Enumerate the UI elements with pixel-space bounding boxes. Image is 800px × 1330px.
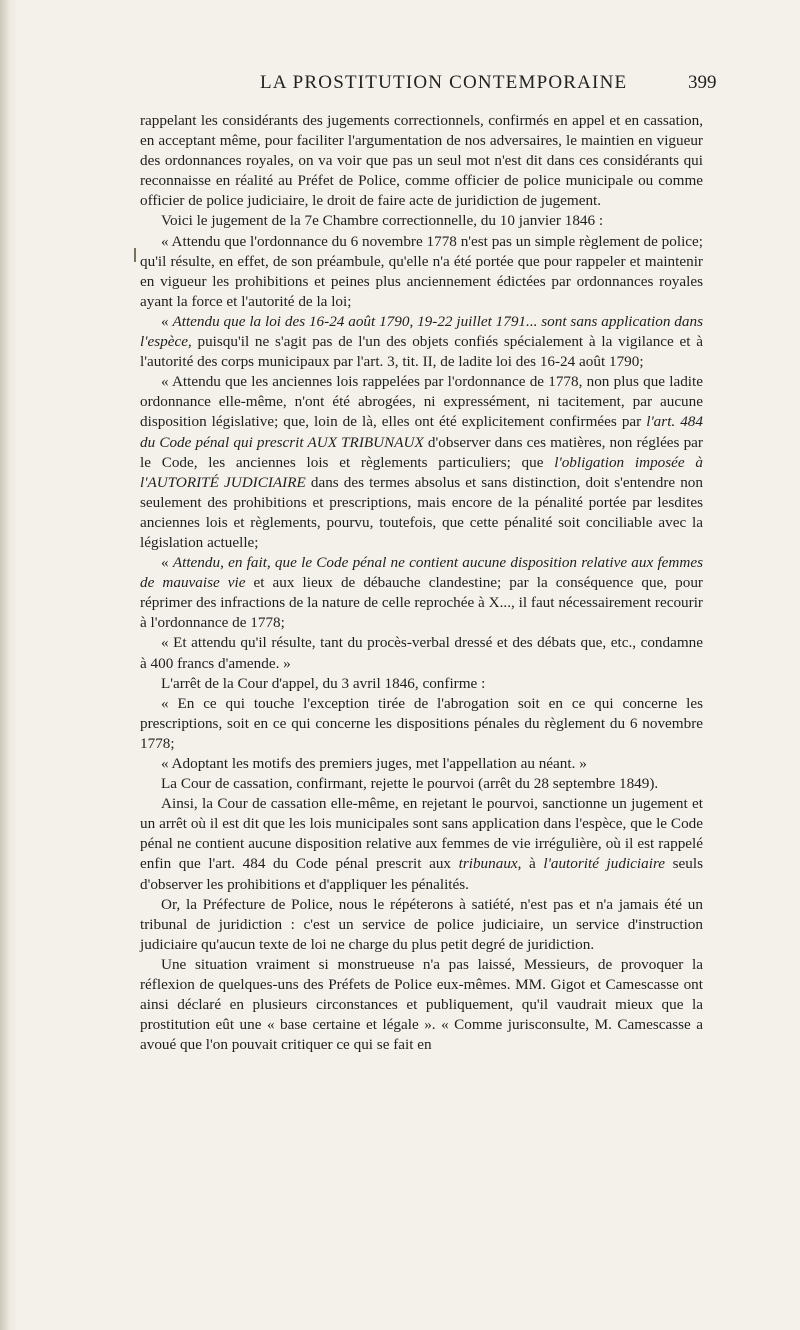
paragraph-6-quote: « [161,554,173,572]
paragraph-4-rest: puisqu'il ne s'agit pas de l'un des objets confiés spécialement à la vigilance et à l'autorité des corps municipaux par l'art. 3, tit. II, de ladite loi des 16-24 août 1790; [140,333,703,371]
paragraph-5-part-c: dans des termes absolus et sans distinction, doit s'entendre non seulement des prohibitions et prescriptions, mais encore de la pénalité portée par lesdites anciennes lois et règlements, pourvu, toutefois, que cette pénalité soit conciliable avec la législation actuelle; [140,473,703,551]
paragraph-12-part-c: seuls d'observer les prohibitions et d'appliquer les pénalités. [140,855,703,893]
body-text [140,111,703,1055]
paragraph-5 [140,372,703,553]
paragraph-9: « En ce qui touche l'exception tirée de l'abrogation soit en ce qui concerne les prescriptions, soit en ce qui concerne les dispositions pénales du règlement du 6 novembre 1778; [140,694,703,752]
paragraph-1: rappelant les considérants des jugements correctionnels, confirmés en appel et en cassation, en acceptant même, pour faciliter l'argumentation de nos adversaires, le maintien en vigueur des ordonnances royales, on va voir que pas un seul mot n'est dit dans ces considérants qui reconnaisse en réalité au Préfet de Police, comme officier de police municipale ou comme officier de police judiciaire, le droit de faire acte de juridiction de jugement. [140,112,703,210]
paragraph-10: « Adoptant les motifs des premiers juges, met l'appellation au néant. » [161,755,587,772]
page-gutter-shadow [0,0,10,1330]
paragraph-11: La Cour de cassation, confirmant, rejette le pourvoi (arrêt du 28 septembre 1849). [161,775,659,793]
running-head-title: LA PROSTITUTION CONTEMPORAINE [260,72,628,93]
paragraph-8: L'arrêt de la Cour d'appel, du 3 avril 1846, confirme : [161,674,486,692]
paragraph-12-part-a: Ainsi, la Cour de cassation elle-même, en rejetant le pourvoi, sanctionne un jugement et un arrêt où il est dit que les lois municipales sont sans application dans l'espèce, que le Code pénal ne contient aucune disposition relative aux femmes de vie irrégulière, où il est rappelé enfin que l'art. 484 du Code pénal prescrit aux [140,795,703,873]
paragraph-5-italic-1: l'art. 484 du Code pénal qui prescrit AUX TRIBUNAUX [140,413,703,451]
paragraph-2: Voici le jugement de la 7e Chambre correctionnelle, du 10 janvier 1846 : [161,212,604,230]
paragraph-4-italic: Attendu que la loi des 16-24 août 1790, 19-22 juillet 1791... sont sans application dans l'espèce, [140,312,704,351]
paragraph-12-italic-2: l'autorité judiciaire [543,855,666,873]
paragraph-12 [140,794,703,894]
paragraph-4 [140,312,703,372]
paragraph-3: « Attendu que l'ordonnance du 6 novembre 1778 n'est pas un simple règlement de police; qu'il résulte, en effet, de son préambule, qu'elle n'a été portée que pour rappeler et maintenir en vigueur les prohibitions et peines plus anciennement édictées par ordonnances royales ayant la force et l'autorité de la loi; [140,232,703,310]
paragraph-6-italic: Attendu, en fait, que le Code pénal ne contient aucune disposition relative aux femmes de mauvaise vie [140,554,704,592]
paragraph-14: Une situation vraiment si monstrueuse n'a pas laissé, Messieurs, de provoquer la réflexion de quelques-uns des Préfets de Police eux-mêmes. MM. Gigot et Camescasse ont ainsi déclaré en plusieurs circonstances et publiquement, qu'il vaudrait mieux que la prostitution eût une « base certaine et légale ». « Comme jurisconsulte, M. Camescasse a avoué que l'on pouvait critiquer ce qui se fait en [140,955,703,1054]
paragraph-13: Or, la Préfecture de Police, nous le répéterons à satiété, n'est pas et n'a jamais été un tribunal de juridiction : c'est un service de police judiciaire, un service d'instruction judiciaire qu'aucun texte de loi ne charge du plus petit degré de juridiction. [140,895,703,953]
page-number: 399 [688,72,717,93]
paragraph-5-italic-2: l'obligation imposée à l'AUTORITÉ JUDICIAIRE [140,453,703,491]
paragraph-7: « Et attendu qu'il résulte, tant du procès-verbal dressé et des débats que, etc., condamne à 400 francs d'amende. » [140,634,703,672]
paragraph-5-part-a: « Attendu que les anciennes lois rappelées par l'ordonnance de 1778, non plus que ladite ordonnance elle-même, n'ont été abrogées, ni expressément, ni tacitement, par aucune disposition législative; que, loin de là, elles ont été explicitement confirmées par [140,373,703,431]
paragraph-4-quote: « [161,312,173,330]
margin-ink-mark [134,248,136,262]
paragraph-6-rest: et aux lieux de débauche clandestine; par la conséquence que, pour réprimer des infractions de la nature de celle reprochée à X..., il faut nécessairement recourir à l'ordonnance de 1778; [140,574,703,632]
paragraph-12-italic-1: tribunaux [458,855,518,873]
paragraph-6 [140,553,703,633]
paragraph-5-part-b: d'observer dans ces matières, non réglées par le Code, les anciennes lois et règlements particuliers; que [140,433,703,471]
paragraph-12-part-b: , à [517,855,544,873]
